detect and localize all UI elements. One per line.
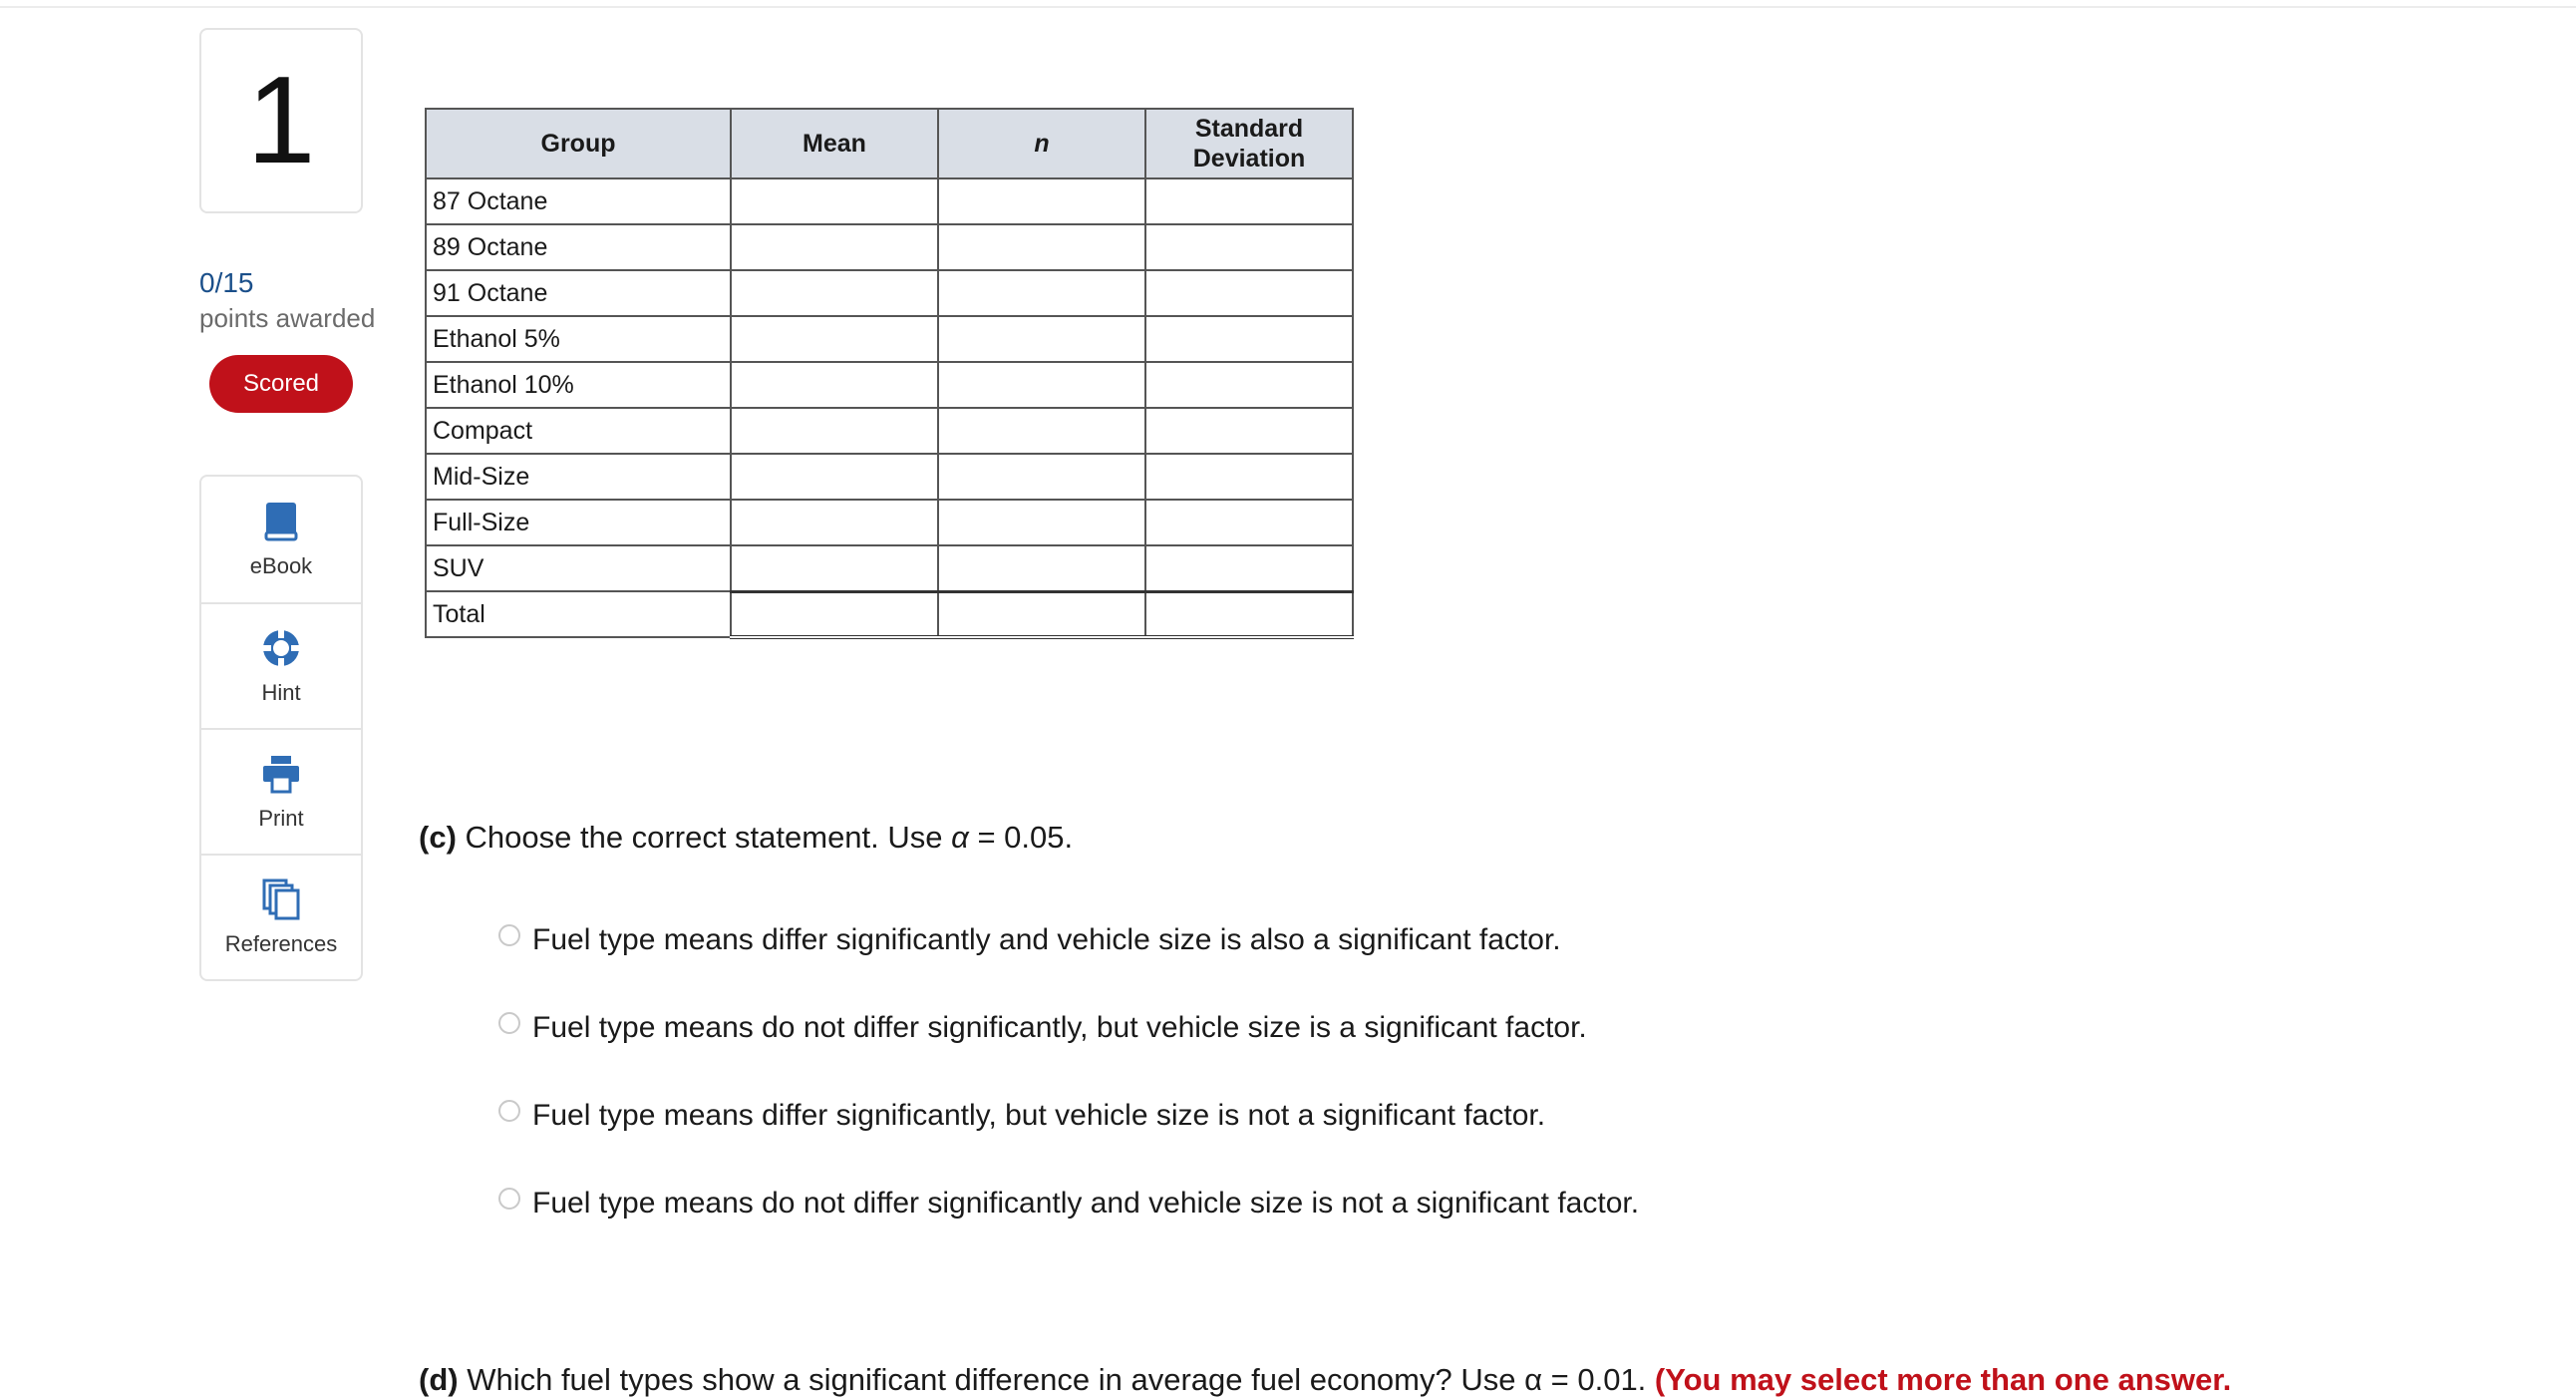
standard-deviation-header: Standard Deviation (1145, 109, 1353, 178)
group-header: Group (426, 109, 731, 178)
n-cell[interactable] (938, 545, 1145, 591)
group-cell: Ethanol 5% (426, 316, 731, 362)
radio-button[interactable] (498, 924, 520, 946)
n-cell[interactable] (938, 316, 1145, 362)
n-cell[interactable] (938, 362, 1145, 408)
table-row (426, 224, 1353, 270)
group-cell: 89 Octane (426, 224, 731, 270)
option-b[interactable] (498, 1011, 1587, 1045)
points-awarded-label: points awarded (199, 303, 376, 333)
option-b-text: Fuel type means do not differ significantly, but vehicle size is a significant factor. (532, 1011, 1587, 1044)
table-row (426, 500, 1353, 545)
sd-cell[interactable] (1145, 178, 1353, 224)
option-a-text: Fuel type means differ significantly and vehicle size is also a significant factor. (532, 923, 1561, 956)
n-cell[interactable] (938, 178, 1145, 224)
n-cell[interactable] (938, 500, 1145, 545)
sd-cell[interactable] (1145, 408, 1353, 454)
question-number: 1 (246, 52, 316, 189)
ebook-button[interactable] (201, 477, 361, 602)
mean-cell[interactable] (731, 362, 938, 408)
radio-button[interactable] (498, 1100, 520, 1122)
hint-label: Hint (261, 680, 301, 705)
option-c-text: Fuel type means differ significantly, but vehicle size is not a significant factor. (532, 1099, 1546, 1132)
total-n-cell[interactable] (938, 591, 1145, 637)
sd-cell[interactable] (1145, 362, 1353, 408)
table-row (426, 454, 1353, 500)
total-sd-cell[interactable] (1145, 591, 1353, 637)
group-cell: 87 Octane (426, 178, 731, 224)
sd-cell[interactable] (1145, 316, 1353, 362)
table-total-row (426, 591, 1353, 637)
sd-cell[interactable] (1145, 454, 1353, 500)
part-d-prompt (419, 1362, 2231, 1398)
mean-cell[interactable] (731, 224, 938, 270)
sd-cell[interactable] (1145, 224, 1353, 270)
n-cell[interactable] (938, 408, 1145, 454)
option-c[interactable] (498, 1099, 1545, 1133)
alpha-symbol: α (951, 820, 969, 855)
part-d-note: (You may select more than one answer. (1646, 1362, 2232, 1397)
part-c-label: (c) (419, 820, 457, 855)
table-row (426, 178, 1353, 224)
print-label: Print (258, 806, 304, 831)
mean-header: Mean (731, 109, 938, 178)
mean-cell[interactable] (731, 270, 938, 316)
total-mean-cell[interactable] (731, 591, 938, 637)
scored-badge: Scored (209, 355, 353, 413)
hint-button[interactable] (201, 602, 361, 728)
question-number-card (199, 28, 363, 213)
mean-cell[interactable] (731, 408, 938, 454)
n-cell[interactable] (938, 270, 1145, 316)
table-row (426, 316, 1353, 362)
table-header-row (426, 109, 1353, 178)
ebook-label: eBook (249, 553, 313, 578)
option-d-text: Fuel type means do not differ significantly and vehicle size is not a significant factor. (532, 1187, 1640, 1220)
mean-cell[interactable] (731, 178, 938, 224)
mean-cell[interactable] (731, 500, 938, 545)
top-divider (0, 6, 2576, 8)
option-d[interactable] (498, 1187, 1639, 1221)
total-label-cell: Total (426, 591, 731, 637)
lifebuoy-icon (259, 626, 303, 670)
group-cell: 91 Octane (426, 270, 731, 316)
mean-cell[interactable] (731, 316, 938, 362)
sd-cell[interactable] (1145, 545, 1353, 591)
radio-button[interactable] (498, 1012, 520, 1034)
group-cell: Full-Size (426, 500, 731, 545)
table-row (426, 362, 1353, 408)
part-d-label: (d) (419, 1362, 459, 1397)
summary-statistics-table (425, 108, 1354, 639)
references-label: References (224, 931, 338, 956)
book-icon (259, 500, 303, 543)
group-cell: SUV (426, 545, 731, 591)
documents-icon (259, 877, 303, 921)
part-d-text: Which fuel types show a significant difference in average fuel economy? Use α = 0.01. (458, 1362, 1647, 1397)
n-cell[interactable] (938, 224, 1145, 270)
sd-cell[interactable] (1145, 270, 1353, 316)
n-header: n (938, 109, 1145, 178)
sd-cell[interactable] (1145, 500, 1353, 545)
printer-icon (259, 752, 303, 796)
group-cell: Ethanol 10% (426, 362, 731, 408)
option-a[interactable] (498, 923, 1561, 957)
part-c-text: Choose the correct statement. Use (465, 820, 952, 855)
table-row (426, 270, 1353, 316)
n-cell[interactable] (938, 454, 1145, 500)
table-row (426, 408, 1353, 454)
part-c-prompt (419, 820, 1073, 856)
radio-button[interactable] (498, 1188, 520, 1210)
table-row (426, 545, 1353, 591)
mean-cell[interactable] (731, 545, 938, 591)
alpha-value: = 0.05. (968, 820, 1074, 855)
print-button[interactable] (201, 728, 361, 854)
group-cell: Compact (426, 408, 731, 454)
group-cell: Mid-Size (426, 454, 731, 500)
mean-cell[interactable] (731, 454, 938, 500)
references-button[interactable] (201, 854, 361, 979)
points-score: 0/15 (199, 267, 254, 298)
tools-panel (199, 475, 363, 981)
